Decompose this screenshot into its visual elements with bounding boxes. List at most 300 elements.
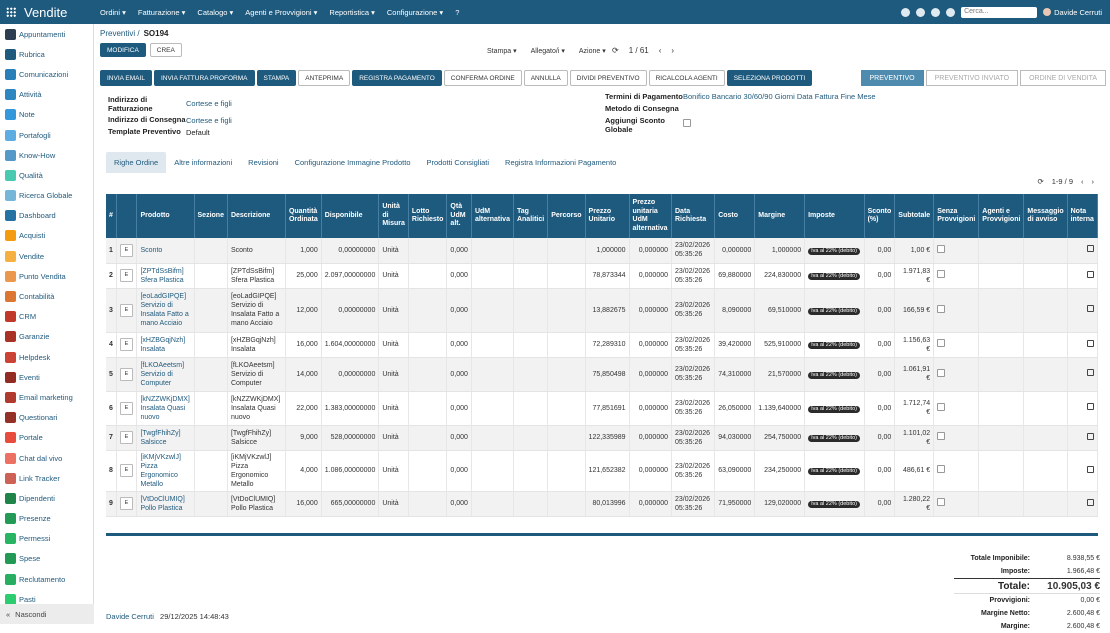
column-header[interactable]: Subtotale [895, 194, 934, 238]
app-icon [5, 574, 16, 585]
row-number: 3 [106, 288, 116, 332]
sidebar-item[interactable] [0, 448, 93, 468]
total-value: 10.905,03 € [1047, 580, 1100, 592]
form-tab[interactable]: Righe Ordine [106, 152, 166, 173]
subtotal-cell: 1.156,63 € [895, 332, 934, 357]
sidebar-item-label: Portale [19, 433, 43, 443]
sidebar-item[interactable] [0, 206, 93, 226]
uom-cell: Unità [379, 332, 409, 357]
tax-badge[interactable]: Iva al 22% (debito) [808, 372, 860, 379]
status-action-button[interactable]: CONFERMA ORDINE [444, 70, 522, 86]
sidebar-item[interactable] [0, 246, 93, 266]
unit-price-cell: 122,335989 [585, 425, 629, 450]
tax-badge[interactable]: Iva al 22% (debito) [808, 468, 860, 475]
app-icon [5, 109, 16, 120]
status-action-button[interactable]: SELEZIONA PRODOTTI [727, 70, 813, 86]
empty-cell [471, 450, 513, 491]
margin-cell: 254,750000 [755, 425, 805, 450]
form-tab[interactable]: Revisioni [248, 158, 279, 167]
empty-cell [513, 238, 547, 263]
chat-icon[interactable] [916, 8, 925, 17]
sidebar-item-label: CRM [19, 312, 37, 322]
refresh-icon[interactable]: ⟳ [612, 46, 619, 55]
column-header[interactable]: # [106, 194, 116, 238]
edit-line-button[interactable]: E [120, 368, 133, 381]
subtotal-cell: 166,59 € [895, 288, 934, 332]
stage-step[interactable]: PREVENTIVO [861, 70, 924, 86]
sidebar-item[interactable] [0, 64, 93, 84]
status-action-button[interactable]: ANNULLA [524, 70, 568, 86]
description-cell: [xHZBGqjNzh] Insalata [227, 332, 285, 357]
billing-label: Indirizzo di Fatturazione [108, 95, 153, 113]
table-row[interactable] [106, 425, 1098, 450]
sidebar-item[interactable] [0, 387, 93, 407]
alt-price-cell: 0,000000 [629, 263, 671, 288]
alt-qty-cell: 0,000 [447, 450, 472, 491]
alt-price-cell: 0,000000 [629, 425, 671, 450]
status-action-button[interactable]: DIVIDI PREVENTIVO [570, 70, 647, 86]
sidebar-item-label: Link Tracker [19, 473, 60, 483]
edit-cell [116, 263, 137, 288]
duplicate-line-icon[interactable] [1087, 433, 1094, 440]
uom-cell: Unità [379, 288, 409, 332]
column-header[interactable]: Sconto (%) [864, 194, 895, 238]
quantity-cell: 4,000 [285, 450, 321, 491]
alt-price-cell: 0,000000 [629, 491, 671, 516]
form-tab[interactable]: Configurazione Immagine Prodotto [294, 158, 411, 167]
sidebar-item[interactable] [0, 125, 93, 145]
unit-price-cell: 77,851691 [585, 391, 629, 425]
user-menu[interactable] [1043, 8, 1102, 17]
global-discount-checkbox[interactable] [683, 119, 691, 129]
table-row[interactable] [106, 357, 1098, 391]
chatter-footer [106, 612, 229, 621]
quantity-cell: 16,000 [285, 491, 321, 516]
top-menu-item[interactable]: Agenti e Provvigioni ▾ [245, 7, 318, 17]
top-menu-item[interactable]: Configurazione ▾ [386, 7, 444, 17]
column-header[interactable]: Senza Provvigioni [934, 194, 979, 238]
sidebar-item-label: Chat dal vivo [19, 453, 63, 463]
table-next-icon[interactable]: › [1091, 177, 1094, 186]
margin-cell: 525,910000 [755, 332, 805, 357]
column-header[interactable]: UdM alternativa [471, 194, 513, 238]
edit-line-button[interactable]: E [120, 304, 133, 317]
no-commission-checkbox[interactable] [937, 432, 945, 440]
sidebar-item[interactable] [0, 24, 93, 44]
margin-cell: 234,250000 [755, 450, 805, 491]
edit-cell [116, 332, 137, 357]
column-header[interactable]: Tag Analitici [513, 194, 547, 238]
form-tab[interactable]: Altre informazioni [174, 158, 233, 167]
sidebar-item-label: Rubrica [19, 49, 45, 59]
table-row[interactable] [106, 391, 1098, 425]
top-menu [94, 8, 465, 17]
edit-line-button[interactable]: E [120, 402, 133, 415]
column-header[interactable]: Costo [715, 194, 755, 238]
column-header[interactable]: Messaggio di avviso [1024, 194, 1067, 238]
edit-line-button[interactable]: E [120, 464, 133, 477]
duplicate-line-icon[interactable] [1087, 305, 1094, 312]
taxes-cell [805, 491, 864, 516]
no-commission-cell [934, 391, 979, 425]
app-icon [5, 271, 16, 282]
clock-icon[interactable] [901, 8, 910, 17]
form-tab[interactable]: Prodotti Consigliati [426, 158, 490, 167]
no-commission-checkbox[interactable] [937, 245, 945, 253]
duplicate-line-icon[interactable] [1087, 499, 1094, 506]
description-cell: [kNZZWKjDMX] Insalata Quasi nuovo [227, 391, 285, 425]
quantity-cell: 22,000 [285, 391, 321, 425]
sidebar-item-label: Vendite [19, 251, 45, 261]
margin-cell: 1,000000 [755, 238, 805, 263]
duplicate-cell [1067, 425, 1097, 450]
sidebar-item-label: Punto Vendita [19, 271, 66, 281]
settings-icon[interactable] [946, 8, 955, 17]
edit-cell [116, 491, 137, 516]
unit-price-cell: 121,652382 [585, 450, 629, 491]
subtotal-cell: 486,61 € [895, 450, 934, 491]
table-tools [1037, 177, 1094, 186]
app-icon [5, 473, 16, 484]
duplicate-cell [1067, 332, 1097, 357]
available-cell: 1.604,00000000 [321, 332, 379, 357]
sidebar-item[interactable] [0, 428, 93, 448]
table-bottom-bar [106, 533, 1098, 536]
alt-qty-cell: 0,000 [447, 288, 472, 332]
app-icon [5, 553, 16, 564]
stage-step[interactable]: PREVENTIVO INVIATO [926, 70, 1018, 86]
product-cell: Sconto [137, 238, 194, 263]
total-value: 8.938,55 € [1066, 555, 1100, 562]
template-label: Template Preventivo [108, 127, 181, 136]
no-commission-checkbox[interactable] [937, 339, 945, 347]
column-header[interactable]: Unità di Misura [379, 194, 409, 238]
app-icon [5, 412, 16, 423]
edit-cell [116, 238, 137, 263]
subtotal-cell: 1.061,91 € [895, 357, 934, 391]
table-row[interactable] [106, 332, 1098, 357]
table-row[interactable] [106, 491, 1098, 516]
no-commission-checkbox[interactable] [937, 369, 945, 377]
app-title: Vendite [24, 4, 68, 20]
app-icon [5, 453, 16, 464]
app-icon [5, 513, 16, 524]
description-cell: [fLKOAeetsm] Servizio di Computer [227, 357, 285, 391]
available-cell: 1.086,00000000 [321, 450, 379, 491]
sidebar-item[interactable] [0, 307, 93, 327]
sidebar-item-label: Attività [19, 90, 42, 100]
no-commission-checkbox[interactable] [937, 305, 945, 313]
column-header[interactable]: Descrizione [227, 194, 285, 238]
margin-cell: 1.139,640000 [755, 391, 805, 425]
date-cell: 23/02/2026 05:35:26 [672, 288, 715, 332]
app-icon [5, 331, 16, 342]
sidebar-item[interactable] [0, 105, 93, 125]
empty-cell [471, 491, 513, 516]
tax-badge[interactable]: Iva al 22% (debito) [808, 406, 860, 413]
prev-icon[interactable]: ‹ [658, 46, 662, 55]
product-cell: [eoLadGIPQE] Servizio di Insalata Fatto a mano Acciaio [137, 288, 194, 332]
no-commission-checkbox[interactable] [937, 498, 945, 506]
subtotal-cell: 1.101,02 € [895, 425, 934, 450]
app-icon [5, 170, 16, 181]
duplicate-line-icon[interactable] [1087, 403, 1094, 410]
top-menu-item[interactable]: Ordini ▾ [100, 7, 126, 17]
top-right-tools [901, 7, 1110, 18]
empty-cell [1024, 238, 1067, 263]
sidebar-item[interactable] [0, 186, 93, 206]
no-commission-checkbox[interactable] [937, 270, 945, 278]
row-number: 2 [106, 263, 116, 288]
status-action-button[interactable]: INVIA FATTURA PROFORMA [154, 70, 255, 86]
breadcrumb-parent[interactable]: Preventivi / [100, 29, 140, 38]
empty-cell [471, 425, 513, 450]
record-pager [612, 46, 674, 55]
product-cell: [kNZZWKjDMX] Insalata Quasi nuovo [137, 391, 194, 425]
status-action-button[interactable]: RICALCOLA AGENTI [649, 70, 725, 86]
app-icon [5, 251, 16, 262]
empty-cell [471, 332, 513, 357]
sidebar-item[interactable] [0, 85, 93, 105]
row-number: 7 [106, 425, 116, 450]
column-header[interactable] [116, 194, 137, 238]
sidebar-item[interactable] [0, 165, 93, 185]
global-search-input[interactable]: Cerca... [961, 7, 1037, 18]
table-row[interactable] [106, 450, 1098, 491]
empty-cell [194, 450, 227, 491]
empty-cell [548, 238, 585, 263]
status-action-button[interactable]: REGISTRA PAGAMENTO [352, 70, 442, 86]
no-commission-cell [934, 332, 979, 357]
taxes-cell [805, 391, 864, 425]
sidebar-item[interactable] [0, 145, 93, 165]
sidebar-item-label: Portafogli [19, 130, 51, 140]
next-icon[interactable]: › [671, 46, 675, 55]
phone-icon[interactable] [931, 8, 940, 17]
no-commission-cell [934, 238, 979, 263]
column-header[interactable]: Prodotto [137, 194, 194, 238]
total-label: Margine Netto: [981, 610, 1030, 617]
sidebar-item-label: Reclutamento [19, 574, 66, 584]
taxes-cell [805, 332, 864, 357]
column-header[interactable]: Percorso [548, 194, 585, 238]
no-commission-checkbox[interactable] [937, 465, 945, 473]
empty-cell [1024, 332, 1067, 357]
margin-cell: 224,830000 [755, 263, 805, 288]
avatar [1043, 8, 1051, 16]
empty-cell [408, 332, 447, 357]
sidebar-item[interactable] [0, 347, 93, 367]
no-commission-checkbox[interactable] [937, 403, 945, 411]
product-cell: [VtDoClUMIQ] Pollo Plastica [137, 491, 194, 516]
top-menu-item[interactable]: Catalogo ▾ [197, 7, 234, 17]
discount-cell: 0,00 [864, 391, 895, 425]
empty-cell [513, 391, 547, 425]
discount-cell: 0,00 [864, 491, 895, 516]
column-header[interactable]: Nota interna [1067, 194, 1097, 238]
row-number: 6 [106, 391, 116, 425]
sidebar-item[interactable] [0, 569, 93, 589]
stage-bar [861, 70, 1107, 86]
action-dropdown[interactable]: Azione ▾ [578, 48, 606, 55]
sidebar-item[interactable] [0, 509, 93, 529]
template-field[interactable]: Default [186, 128, 210, 137]
sidebar-item[interactable] [0, 408, 93, 428]
edit-cell [116, 425, 137, 450]
total-row [954, 552, 1100, 565]
tax-badge[interactable]: Iva al 22% (debito) [808, 501, 860, 508]
modify-button[interactable]: MODIFICA [100, 43, 146, 57]
empty-cell [1024, 450, 1067, 491]
available-cell: 665,00000000 [321, 491, 379, 516]
product-cell: [xHZBGqjNzh] Insalata [137, 332, 194, 357]
sidebar-item[interactable] [0, 529, 93, 549]
status-action-button[interactable]: ANTEPRIMA [298, 70, 350, 86]
column-header[interactable]: Agenti e Provvigioni [979, 194, 1024, 238]
table-row[interactable] [106, 288, 1098, 332]
edit-line-button[interactable]: E [120, 269, 133, 282]
alt-qty-cell: 0,000 [447, 391, 472, 425]
column-header[interactable]: Qtà UdM alt. [447, 194, 472, 238]
empty-cell [1024, 263, 1067, 288]
sidebar-item[interactable] [0, 266, 93, 286]
empty-cell [548, 450, 585, 491]
app-icon [5, 291, 16, 302]
empty-cell [408, 238, 447, 263]
sidebar-items [0, 24, 93, 609]
uom-cell: Unità [379, 450, 409, 491]
description-cell: [VtDoClUMIQ] Pollo Plastica [227, 491, 285, 516]
duplicate-line-icon[interactable] [1087, 340, 1094, 347]
column-header[interactable]: Margine [755, 194, 805, 238]
app-icon [5, 392, 16, 403]
no-commission-cell [934, 450, 979, 491]
empty-cell [979, 425, 1024, 450]
cost-cell: 74,310000 [715, 357, 755, 391]
total-row [954, 565, 1100, 578]
tax-badge[interactable]: Iva al 22% (debito) [808, 342, 860, 349]
column-header[interactable]: Disponibile [321, 194, 379, 238]
column-header[interactable]: Imposte [805, 194, 864, 238]
sidebar-item[interactable] [0, 549, 93, 569]
app-icon [5, 311, 16, 322]
sidebar-item[interactable] [0, 286, 93, 306]
uom-cell: Unità [379, 491, 409, 516]
table-row[interactable] [106, 263, 1098, 288]
uom-cell: Unità [379, 357, 409, 391]
discount-cell: 0,00 [864, 357, 895, 391]
empty-cell [471, 288, 513, 332]
table-row[interactable] [106, 238, 1098, 263]
app-icon [5, 432, 16, 443]
column-header[interactable]: Lotto Richiesto [408, 194, 447, 238]
column-header[interactable]: Data Richiesta [672, 194, 715, 238]
unit-price-cell: 13,882675 [585, 288, 629, 332]
sidebar-item-label: Know-How [19, 150, 56, 160]
empty-cell [513, 491, 547, 516]
duplicate-line-icon[interactable] [1087, 271, 1094, 278]
footer-user[interactable]: Davide Cerruti [106, 612, 154, 621]
subtotal-cell: 1,00 € [895, 238, 934, 263]
total-row [954, 607, 1100, 620]
duplicate-line-icon[interactable] [1087, 466, 1094, 473]
unit-price-cell: 72,289310 [585, 332, 629, 357]
total-row [954, 620, 1100, 633]
tax-badge[interactable]: Iva al 22% (debito) [808, 308, 860, 315]
attachment-dropdown[interactable]: Allegato/i ▾ [530, 48, 565, 55]
empty-cell [979, 450, 1024, 491]
status-action-button[interactable]: STAMPA [257, 70, 297, 86]
status-action-button[interactable]: INVIA EMAIL [100, 70, 152, 86]
shipping-field[interactable]: Cortese e figli [186, 116, 232, 125]
sidebar-item[interactable] [0, 226, 93, 246]
sidebar-item[interactable] [0, 367, 93, 387]
column-header[interactable]: Prezzo Unitario [585, 194, 629, 238]
date-cell: 23/02/2026 05:35:26 [672, 450, 715, 491]
description-cell: [ZPTdSsBifm] Sfera Plastica [227, 263, 285, 288]
sidebar-item[interactable] [0, 488, 93, 508]
taxes-cell [805, 288, 864, 332]
sidebar-item[interactable] [0, 327, 93, 347]
uom-cell: Unità [379, 263, 409, 288]
sidebar-item[interactable] [0, 44, 93, 64]
no-commission-cell [934, 425, 979, 450]
empty-cell [1024, 391, 1067, 425]
print-dropdown[interactable]: Stampa ▾ [487, 48, 517, 55]
table-prev-icon[interactable]: ‹ [1081, 177, 1084, 186]
top-menu-item[interactable]: ? [455, 7, 460, 17]
cost-cell: 94,030000 [715, 425, 755, 450]
sidebar-item[interactable] [0, 468, 93, 488]
edit-line-button[interactable]: E [120, 338, 133, 351]
edit-line-button[interactable]: E [120, 497, 133, 510]
empty-cell [979, 263, 1024, 288]
table-refresh-icon[interactable]: ⟳ [1037, 177, 1044, 186]
create-button[interactable]: CREA [150, 43, 182, 57]
column-header[interactable]: Quantità Ordinata [285, 194, 321, 238]
tax-badge[interactable]: Iva al 22% (debito) [808, 273, 860, 280]
sidebar-item-label: Email marketing [19, 392, 73, 402]
terms-field[interactable]: Bonifico Bancario 30/60/90 Giorni Data Fattura Fine Mese [683, 92, 876, 101]
app-brand[interactable] [0, 5, 94, 20]
duplicate-line-icon[interactable] [1087, 245, 1094, 252]
alt-qty-cell: 0,000 [447, 238, 472, 263]
duplicate-cell [1067, 288, 1097, 332]
edit-line-button[interactable]: E [120, 244, 133, 257]
stage-step[interactable]: ORDINE DI VENDITA [1020, 70, 1106, 86]
uom-cell: Unità [379, 238, 409, 263]
tax-badge[interactable]: Iva al 22% (debito) [808, 435, 860, 442]
table-header [106, 194, 1098, 238]
form-tab[interactable]: Registra Informazioni Pagamento [505, 158, 617, 167]
total-label: Totale Imponibile: [970, 555, 1030, 562]
apps-grid-icon[interactable] [6, 7, 16, 17]
column-header[interactable]: Prezzo unitaria UdM alternativa [629, 194, 671, 238]
tax-badge[interactable]: Iva al 22% (debito) [808, 248, 860, 255]
empty-cell [471, 391, 513, 425]
column-header[interactable]: Sezione [194, 194, 227, 238]
top-menu-item[interactable]: Fatturazione ▾ [137, 7, 186, 17]
edit-line-button[interactable]: E [120, 431, 133, 444]
duplicate-cell [1067, 263, 1097, 288]
billing-field[interactable]: Cortese e figli [186, 99, 232, 108]
sidebar-collapse-button[interactable] [0, 604, 94, 624]
duplicate-line-icon[interactable] [1087, 369, 1094, 376]
edit-cell [116, 357, 137, 391]
top-menu-item[interactable]: Reportistica ▾ [329, 7, 375, 17]
quantity-cell: 14,000 [285, 357, 321, 391]
empty-cell [408, 491, 447, 516]
